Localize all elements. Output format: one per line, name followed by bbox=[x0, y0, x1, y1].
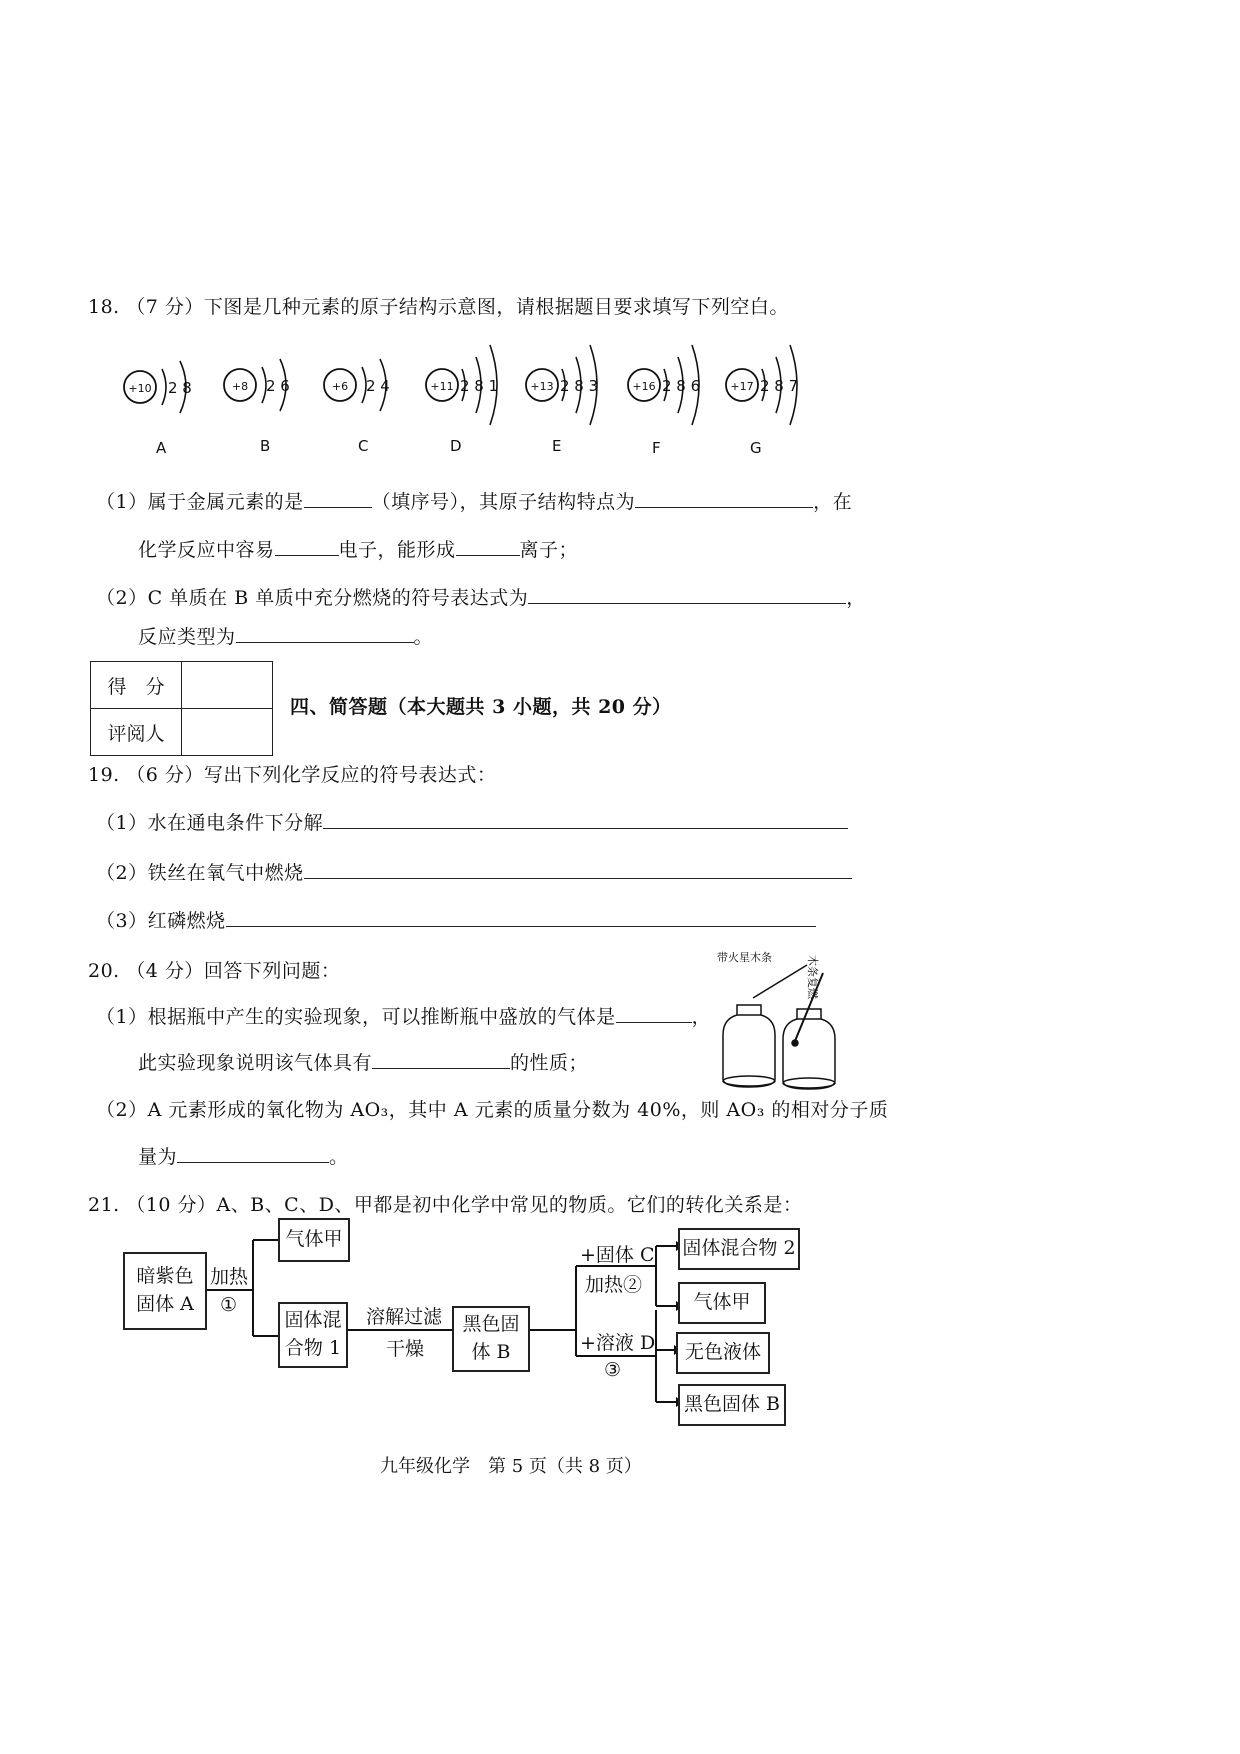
q20-p1-d: 的性质； bbox=[510, 1052, 589, 1074]
atom-c-nucleus: +6 bbox=[331, 380, 349, 393]
atom-b-nucleus: +8 bbox=[231, 380, 249, 393]
atom-f-letter: F bbox=[652, 439, 661, 457]
q18-p1-a: （1）属于金属元素的是 bbox=[96, 491, 304, 513]
q20-p1-a: （1）根据瓶中产生的实验现象，可以推断瓶中盛放的气体是 bbox=[96, 1006, 616, 1028]
atom-b-shells: 2 6 bbox=[266, 377, 290, 395]
q20-part2-line1: （2）A 元素形成的氧化物为 AO₃，其中 A 元素的质量分数为 40%，则 AO₃ 的相对分子质 bbox=[96, 1099, 889, 1121]
atom-f-nucleus: +16 bbox=[632, 380, 656, 393]
q18-p1-f: 离子； bbox=[519, 539, 579, 561]
q19-item1-label: （1）水在通电条件下分解 bbox=[96, 812, 324, 834]
box-black-b: 黑色固 体 B bbox=[452, 1306, 530, 1372]
label-heat2: 加热② bbox=[585, 1274, 643, 1296]
atom-g-shells: 2 8 7 bbox=[760, 377, 799, 395]
label-step1: ① bbox=[220, 1294, 238, 1316]
q18-p1-d: 化学反应中容易 bbox=[138, 539, 275, 561]
label-plus-d: +溶液 D bbox=[580, 1332, 656, 1354]
q19-item2-label: （2）铁丝在氧气中燃烧 bbox=[96, 862, 304, 884]
atom-g-letter: G bbox=[750, 439, 762, 457]
page-footer: 九年级化学 第 5 页（共 8 页） bbox=[380, 1456, 642, 1477]
label-dry: 干燥 bbox=[386, 1338, 425, 1360]
q18-p1-e: 电子，能形成 bbox=[338, 539, 456, 561]
box-solid-a: 暗紫色 固体 A bbox=[123, 1252, 207, 1330]
atom-d-shells: 2 8 1 bbox=[460, 377, 499, 395]
atom-c-shells: 2 4 bbox=[366, 377, 390, 395]
atom-a-nucleus: +10 bbox=[128, 382, 152, 395]
q18-p2-c: 反应类型为 bbox=[138, 626, 236, 648]
atom-d-nucleus: +11 bbox=[430, 380, 454, 393]
atom-e-shells: 2 8 3 bbox=[560, 377, 599, 395]
q19-header: 19. （6 分）写出下列化学反应的符号表达式： bbox=[88, 764, 497, 786]
q21-header: 21. （10 分）A、B、C、D、甲都是初中化学中常见的物质。它们的转化关系是： bbox=[88, 1194, 803, 1216]
atom-f-shells: 2 8 6 bbox=[662, 377, 701, 395]
atom-a-shells: 2 8 bbox=[168, 379, 192, 397]
q18-header: 18. （7 分）下图是几种元素的原子结构示意图，请根据题目要求填写下列空白。 bbox=[88, 296, 789, 318]
fig-label-relight: 木条复燃 bbox=[806, 955, 819, 999]
box-mixture2: 固体混合物 2 bbox=[678, 1228, 800, 1270]
atom-b-letter: B bbox=[260, 437, 271, 455]
label-step3: ③ bbox=[604, 1359, 622, 1381]
label-plus-c: +固体 C bbox=[580, 1244, 655, 1266]
atom-d-letter: D bbox=[450, 437, 462, 455]
label-heat1: 加热 bbox=[210, 1266, 249, 1288]
atom-g-nucleus: +17 bbox=[730, 380, 754, 393]
q18-p2-d: 。 bbox=[413, 626, 434, 648]
q18-p1-b: （填序号），其原子结构特点为 bbox=[371, 491, 636, 513]
score-label: 得 分 bbox=[91, 662, 182, 709]
fig-label-splint: 带火星木条 bbox=[717, 951, 772, 964]
section4-title: 四、简答题（本大题共 3 小题，共 20 分） bbox=[290, 696, 672, 718]
box-gas-jia2: 气体甲 bbox=[678, 1282, 766, 1324]
box-black-b2: 黑色固体 B bbox=[678, 1384, 786, 1426]
grader-label: 评阅人 bbox=[91, 709, 182, 756]
box-gas-jia: 气体甲 bbox=[278, 1218, 350, 1262]
q20-p1-c: 此实验现象说明该气体具有 bbox=[138, 1052, 373, 1074]
q18-p1-c: ，在 bbox=[813, 491, 853, 513]
q20-p2-c: 。 bbox=[329, 1146, 349, 1168]
label-dissolve: 溶解过滤 bbox=[366, 1306, 443, 1328]
q20-header: 20. （4 分）回答下列问题： bbox=[88, 960, 341, 982]
atom-a-letter: A bbox=[156, 439, 167, 457]
box-liquid: 无色液体 bbox=[676, 1332, 770, 1374]
q18-p2-a: （2）C 单质在 B 单质中充分燃烧的符号表达式为 bbox=[96, 587, 529, 609]
q18-p2-b: ， bbox=[846, 587, 866, 609]
q20-p1-b: ， bbox=[691, 1006, 712, 1028]
atom-e-letter: E bbox=[552, 437, 562, 455]
box-mixture1: 固体混 合物 1 bbox=[278, 1302, 348, 1368]
atom-e-nucleus: +13 bbox=[530, 380, 554, 393]
q19-item3-label: （3）红磷燃烧 bbox=[96, 910, 226, 932]
atom-c-letter: C bbox=[358, 437, 369, 455]
q20-p2-b: 量为 bbox=[138, 1146, 178, 1168]
